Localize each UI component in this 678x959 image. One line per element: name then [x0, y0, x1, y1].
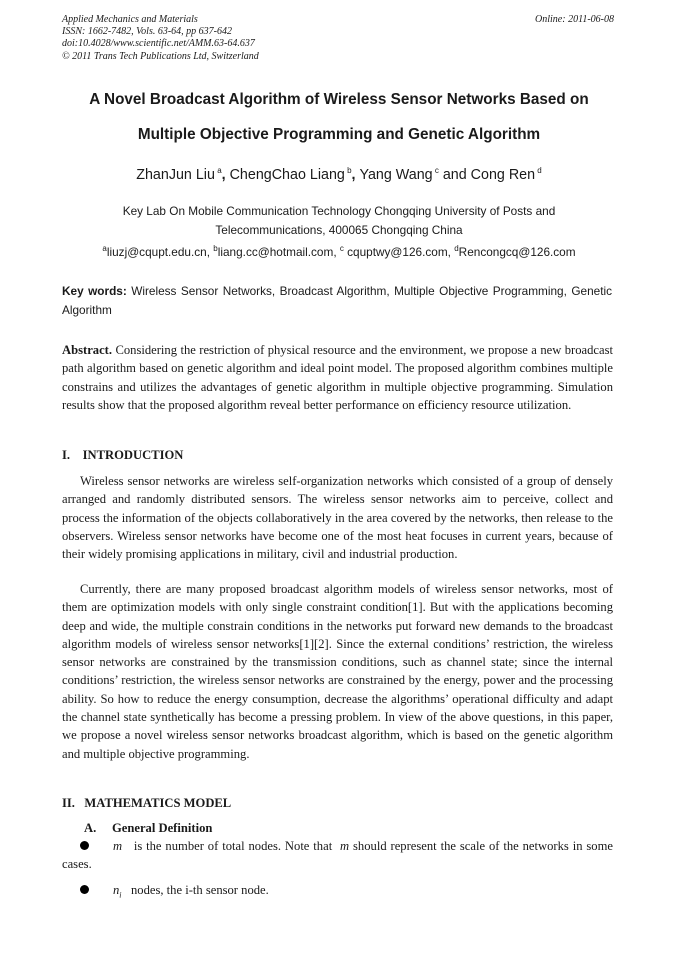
subsection-heading-general-definition: A. General Definition: [84, 821, 213, 835]
email[interactable]: $^a$liuzj@cqupt.edu.cn,: [102, 244, 214, 259]
math-variable: m: [113, 839, 123, 853]
intro-paragraph-2: Currently, there are many proposed broadcast algorithm models of wireless sensor networks, most of them are optimization models with only single constraint condition[1]. But with the applications becoming deep and wide, the multiple constrain conditions in the networks put forward new demands to the broadcast algorithm models of wireless sensor networks[1][2]. Since the external conditions’ restriction, the wireless sensor networks are constrained by the transmission conditions, such as channel state; since the internal conditions’ restriction, the wireless sensor networks are constrained by the energy, power and the processing ability. So how to reduce the energy consumption, decrease the algorithms’ operational difficulty and adapt the channel state synthetically has become a pressing problem. In view of the above questions, in this paper, we propose a novel wireless sensor networks broadcast algorithm, which is based on the genetic algorithm and multiple objective programming.: [62, 582, 613, 761]
copyright-line: © 2011 Trans Tech Publications Ltd, Switzerland: [62, 50, 259, 62]
issn-line: ISSN: 1662-7482, Vols. 63-64, pp 637-642: [62, 26, 232, 38]
abstract-text: Considering the restriction of physical resource and the environment, we propose a new broadcast path algorithm based on genetic algorithm and ideal point model. The proposed algorithm combines multiple constrains and utilizes the advantages of genetic algorithm in multiple objective programming. Simulation results show that the proposed algorithm reveal better performance on efficiency resource utilization.: [62, 343, 613, 412]
doi-line: doi:10.4028/www.scientific.net/AMM.63-64.637: [62, 38, 255, 50]
email[interactable]: $^d$Rencongcq@126.com: [454, 244, 576, 259]
author-list: [40, 166, 638, 183]
intro-paragraph-1: Wireless sensor networks are wireless self-organization networks which consisted of a group of densely arranged and randomly distributed sensors. The wireless sensor networks aim to perceive, collect and process the information of the objects collaboratively in the area covered by the networks, then release to the observers. Wireless sensor networks have become one of the most heat focuses in current years, because of their widely promising applications in military, civil and industrial production.: [62, 474, 613, 562]
affiliation-line-1: Key Lab On Mobile Communication Technology Chongqing University of Posts and: [122, 204, 556, 218]
section-heading-introduction: I. INTRODUCTION: [62, 448, 184, 462]
email-list: [40, 244, 638, 259]
email[interactable]: $^b$liang.cc@hotmail.com,: [213, 244, 340, 259]
author: ZhanJun Liu $^a$,: [136, 166, 230, 183]
definition-bullet-m: m is the number of total nodes. Note that m should represent the scale of the networks in some cases.: [62, 839, 613, 872]
email[interactable]: $^c$ cquptwy@126.com,: [339, 244, 455, 259]
online-date: Online: 2011-06-08: [535, 14, 614, 25]
keywords-label: Key words:: [62, 284, 127, 298]
author: ChengChao Liang $^b$,: [229, 166, 360, 183]
journal-header: [62, 14, 259, 63]
paper-title-line-1: A Novel Broadcast Algorithm of Wireless Sensor Networks Based on: [89, 91, 589, 108]
author: Yang Wang $^c$ and: [359, 166, 471, 183]
math-variable: n: [113, 883, 120, 897]
math-variable: m: [340, 839, 350, 853]
abstract: [62, 341, 613, 414]
section-heading-mathematics-model: II. MATHEMATICS MODEL: [62, 796, 232, 810]
abstract-label: Abstract.: [62, 343, 113, 357]
paper-title-line-2: Multiple Objective Programming and Genetic Algorithm: [137, 126, 541, 143]
keywords-text: Wireless Sensor Networks, Broadcast Algorithm, Multiple Objective Programming, Genetic Algorithm: [62, 284, 612, 317]
journal-name: Applied Mechanics and Materials: [62, 14, 198, 25]
affiliation: [62, 202, 616, 240]
definition-bullet-n: $n_i$ nodes, the i-th sensor node.: [113, 883, 269, 900]
author: Cong Ren $^d$: [470, 166, 542, 183]
affiliation-line-2: Telecommunications, 400065 Chongqing China: [215, 223, 463, 237]
keywords: [62, 282, 612, 320]
